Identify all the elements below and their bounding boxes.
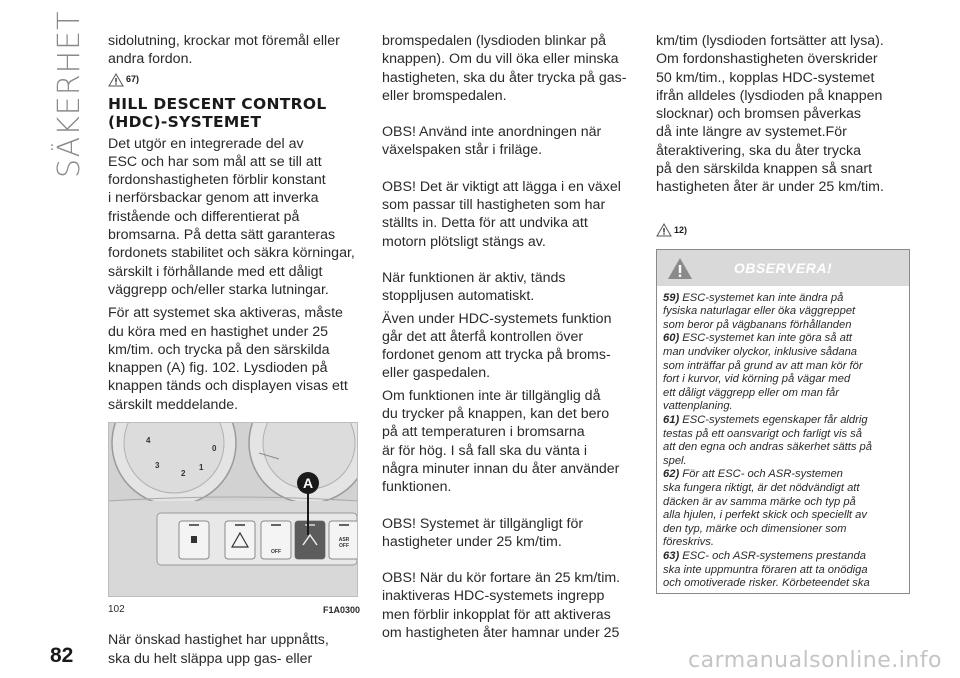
paragraph: OBS! När du kör fortare än 25 km/tim. inaktiveras HDC-systemets ingrepp men förblir inkopplat för att aktiveras om hastigheten åter hamnar under 25 [382, 570, 621, 642]
paragraph: OBS! Det är viktigt att lägga i en växel som passar till hastigheten som har ställts in. Detta för att undvika att motorn plötsligt stängs av. [382, 178, 621, 250]
warning-triangle-icon [108, 73, 124, 87]
paragraph: Även under HDC-systemets funktion går det att återfå kontrollen över fordonet genom att trycka på broms- eller gaspedalen. [382, 310, 612, 382]
note-text: ESC-systemet kan inte ändra på fysiska naturlagar eller öka väggreppet som beror på vägbanans förhållanden [663, 291, 856, 331]
warning-triangle-icon [656, 223, 672, 237]
note-item [663, 292, 903, 333]
note-number: 60) [663, 332, 680, 345]
note-item [663, 414, 903, 468]
note-text: ESC-systemet kan inte göra så att man undviker olyckor, inklusive sådana som inträffar på grund av att man kör för fort i kurvor, vid körning på vägar med ett dåligt väggrepp eller om man får vattenplaning. [663, 332, 863, 413]
observera-notes [657, 286, 909, 593]
warning-ref-number: 67) [126, 74, 140, 85]
warning-triangle-icon [667, 257, 693, 280]
paragraph: Om funktionen inte är tillgänglig då du trycker på knappen, kan det bero på att temperaturen i bromsarna är för hög. I så fall ska du vänta i några minuter innan du åter använder funktionen. [382, 387, 620, 496]
paragraph: km/tim (lysdioden fortsätter att lysa). Om fordonshastigheten överskrider 50 km/tim., kopplas HDC-systemet ifrån alldeles (lysdioden på knappen slocknar) och bromsen påverkas då inte längre av systemet.För återaktivering, ska du åter trycka på den särskilda knappen så snart hastigheten åter är under 25 km/tim. [656, 33, 884, 196]
note-text: För att ESC- och ASR-systemen ska fungera riktigt, är det nödvändigt att däcken är av samma märke och typ på alla hjulen, i perfekt skick och speciellt av den typ, märke och dimensioner som föreskrivs. [663, 468, 867, 549]
paragraph: OBS! Systemet är tillgängligt för hastigheter under 25 km/tim. [382, 515, 584, 550]
callout-label: A [302, 475, 314, 492]
page-number: 82 [50, 644, 74, 667]
section-title: SÄKERHET [52, 10, 87, 178]
observera-header [657, 250, 909, 286]
note-number: 59) [663, 291, 680, 304]
note-text: ESC- och ASR-systemens prestanda ska inte uppmuntra föraren att ta onödiga och omotiverade risker. Körbeteendet ska [663, 549, 870, 590]
paragraph: När önskad hastighet har uppnåtts, ska du helt släppa upp gas- eller [108, 632, 329, 667]
paragraph: När funktionen är aktiv, tänds stoppljusen automatiskt. [382, 269, 566, 305]
warning-ref-number: 12) [674, 224, 688, 235]
column-3 [656, 32, 910, 594]
dial-number: 1 [199, 463, 204, 473]
note-number: 62) [663, 468, 680, 481]
note-number: 63) [663, 549, 680, 562]
watermark: carmanualsonline.info [688, 648, 942, 673]
button-label-off: OFF [271, 549, 281, 556]
figure-number: 102 [108, 604, 125, 616]
warning-reference [108, 71, 360, 89]
dial-number: 4 [146, 436, 151, 446]
observera-box [656, 249, 910, 594]
column-1 [108, 32, 360, 668]
paragraph: sidolutning, krockar mot föremål eller andra fordon. [108, 33, 340, 68]
button-label-asr-off: ASR OFF [338, 537, 350, 550]
dial-number: 2 [181, 469, 186, 479]
observera-title: OBSERVERA! [733, 259, 833, 276]
paragraph: Det utgör en integrerade del av ESC och har som mål att se till att fordonshastigheten förblir konstant i nerförsbackar genom att inverka fristående och differentierat på bromsarna. På detta sätt garanteras fordonets stabilitet och säkra körningar, särskilt i förhållande med ett dåligt väggrepp och/eller starka lutningar. [108, 135, 355, 298]
figure-code: F1A0300 [322, 605, 360, 616]
note-item [663, 332, 903, 414]
paragraph: För att systemet ska aktiveras, måste du köra med en hastighet under 25 km/tim. och trycka på den särskilda knappen (A) fig. 102. Lysdioden på knappen tänds och displayen visas ett särskilt meddelande. [108, 305, 348, 413]
paragraph: bromspedalen (lysdioden blinkar på knappen). Om du vill öka eller minska hastigheten, ska du åter trycka på gas- eller bromspedalen. [382, 33, 627, 104]
note-text: ESC-systemets egenskaper får aldrig testas på ett oansvarigt och farligt vis så att den egna och andras säkerhet sätts på spel. [663, 414, 872, 467]
note-number: 61) [663, 414, 680, 427]
figure-caption [108, 601, 360, 619]
section-heading: HILL DESCENT CONTROL (HDC)-SYSTEMET [108, 94, 327, 131]
note-item [663, 550, 903, 591]
paragraph: OBS! Använd inte anordningen när växelspaken står i friläge. [382, 124, 602, 159]
figure-102 [108, 422, 358, 597]
dial-number: 0 [212, 444, 217, 454]
column-2 [382, 32, 634, 642]
warning-reference [656, 221, 910, 239]
dial-number: 3 [155, 461, 160, 471]
note-item [663, 468, 903, 550]
